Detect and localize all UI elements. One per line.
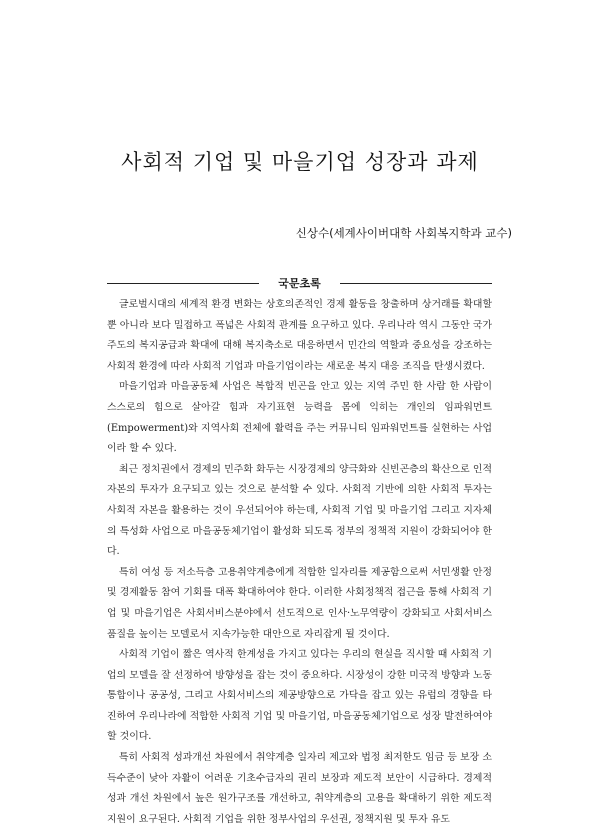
abstract-paragraph: 특히 여성 등 저소득층 고용취약계층에게 적합한 일자리를 제공함으로써 서민생활 안정 및 경제활동 참여 기회를 대폭 확대하여야 한다. 이러한 사회정책적 접근을 통해 사회적 기업 및 마을기업은 사회서비스분야에서 선도적으로 인사·노무역량이 강화되고 사회서비스 품질을 높이는 모델로서 지속가능한 대안으로 자리잡게 될 것이다. <box>107 566 492 640</box>
abstract-paragraph: 마을기업과 마을공동체 사업은 복합적 빈곤을 안고 있는 지역 주민 한 사람 한 사람이 스스로의 힘으로 살아갈 힘과 자기표현 능력을 몸에 익히는 개인의 임파워먼트(Empowerment)와 지역사회 전체에 활력을 주는 커뮤니티 임파워먼트를 실현하는 사업이라 할 수 있다. <box>107 381 492 455</box>
abstract-rule-right <box>340 283 492 284</box>
paper-title: 사회적 기업 및 마을기업 성장과 과제 <box>121 150 479 174</box>
author-line: 신상수(세계사이버대학 사회복지학과 교수) <box>295 226 512 240</box>
abstract-paragraph: 글로벌시대의 세계적 환경 변화는 상호의존적인 경제 활동을 창출하며 상거래를 확대할 뿐 아니라 보다 밀접하고 폭넓은 사회적 관계를 요구하고 있다. 우리나라 역시 그동안 국가주도의 복지공급과 확대에 대해 복지축소로 대응하면서 민간의 역할과 중요성을 강조하는 사회적 환경에 따라 사회적 기업과 마을기업이라는 새로운 복지 대응 조직을 탄생시켰다. <box>107 299 492 372</box>
abstract-paragraph: 사회적 기업이 짧은 역사적 한계성을 가지고 있다는 우리의 현실을 직시할 때 사회적 기업의 모델을 잘 선정하여 방향성을 잡는 것이 중요하다. 시장성이 강한 미국적 방향과 노동통합이나 공공성, 그리고 사회서비스의 제공방향으로 가닥을 잡고 있는 유럽의 경향을 타진하여 우리나라에 적합한 사회적 기업 및 마을기업, 마을공동체기업으로 성장 발전하여야 할 것이다. <box>107 649 492 743</box>
abstract-paragraph: 최근 정치권에서 경제의 민주화 화두는 시장경제의 양극화와 신빈곤층의 확산으로 인적자본의 투자가 요구되고 있는 것으로 분석할 수 있다. 사회적 기반에 의한 사회적 투자는 사회적 자본을 활용하는 것이 우선되어야 하는데, 사회적 기업 및 마을기업 그리고 지자체의 특성화 사업으로 마을공동체기업이 활성화 되도록 정부의 정책적 지원이 강화되어야 한다. <box>107 463 492 558</box>
abstract-body <box>107 295 492 830</box>
abstract-paragraph: 특히 사회적 성과개선 차원에서 취약계층 일자리 제고와 법정 최저한도 임금 등 보장 소득수준이 낮아 자활이 어려운 기초수급자의 권리 보장과 제도적 보안이 시급하다. 경제적 성과 개선 차원에서 높은 원가구조를 개선하고, 취약계층의 고용을 확대하기 위한 제도적 지원이 요구된다. 사회적 기업을 위한 정부사업의 우선권, 정책지원 및 투자 유도 <box>107 752 492 825</box>
abstract-label: 국문초록 <box>278 277 321 290</box>
abstract-header <box>107 278 492 290</box>
